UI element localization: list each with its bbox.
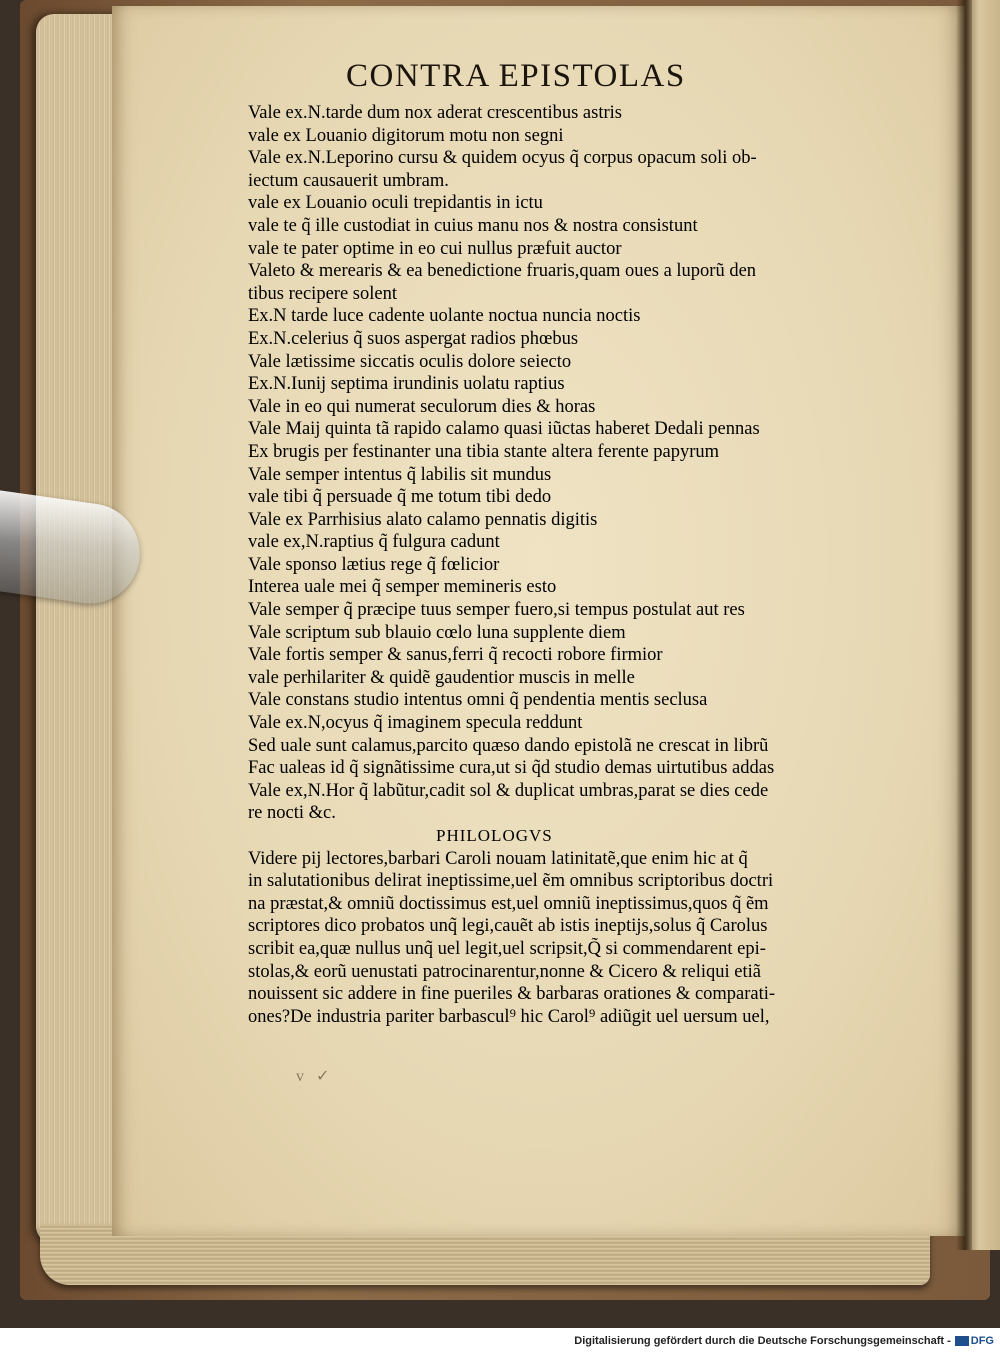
footer-bar xyxy=(0,1328,1000,1353)
text-line: Fac ualeas id q̃ signãtissime cura,ut si q̃d studio demas uirtutibus addas xyxy=(248,758,775,779)
text-line: Ex.N.Iunij septima irundinis uolatu raptius xyxy=(248,374,565,395)
page-heading: CONTRA EPISTOLAS xyxy=(346,58,686,94)
text-line: iectum causauerit umbram. xyxy=(248,170,449,191)
text-line: scriptores dico probatos unq̃ legi,cauẽt ab istis ineptijs,solus q̃ Carolus xyxy=(248,916,768,937)
text-line: Vale Maij quinta tã rapido calamo quasi iũctas haberet Dedali pennas xyxy=(248,419,760,440)
text-line: Ex brugis per festinanter una tibia stante altera ferente papyrum xyxy=(248,441,720,462)
text-line: vale perhilariter & quidẽ gaudentior muscis in melle xyxy=(248,667,635,688)
text-line: Ex.N.celerius q̃ suos aspergat radios phœbus xyxy=(248,328,579,349)
text-line: Vale fortis semper & sanus,ferri q̃ recocti robore firmior xyxy=(248,645,663,666)
text-line: Vale ex.N.Leporino cursu & quidem ocyus q̃ corpus opacum soli ob- xyxy=(248,148,757,169)
text-line: Vale ex Parrhisius alato calamo pennatis digitis xyxy=(248,509,598,530)
text-line: vale tibi q̃ persuade q̃ me totum tibi dedo xyxy=(248,487,552,508)
text-line: ones?De industria pariter barbascul⁹ hic Carol⁹ adiũgit uel uersum uel, xyxy=(248,1006,770,1027)
text-line: PHILOLOGVS xyxy=(436,826,553,845)
text-lines xyxy=(248,102,908,1028)
text-line: re nocti &c. xyxy=(248,803,336,824)
text-line: vale ex Louanio oculi trepidantis in ictu xyxy=(248,193,543,214)
text-line: Ex.N tarde luce cadente uolante noctua nuncia noctis xyxy=(248,306,641,327)
text-line: Interea uale mei q̃ semper memineris esto xyxy=(248,577,557,598)
dfg-logo xyxy=(955,1335,994,1347)
text-line: Vale in eo qui numerat seculorum dies & horas xyxy=(248,396,596,417)
text-line: Vale scriptum sub blauio cœlo luna supplente diem xyxy=(248,622,626,643)
text-line: vale ex Louanio digitorum motu non segni xyxy=(248,125,564,146)
signature-mark: v ✓ xyxy=(296,1068,334,1085)
text-line: scribit ea,quæ nullus unq̃ uel legit,uel scripsit,Q̃ si commendarent epi- xyxy=(248,938,766,959)
text-line: tibus recipere solent xyxy=(248,283,397,304)
dfg-logo-icon xyxy=(955,1336,969,1346)
text-line: Vale ex.N.tarde dum nox aderat crescentibus astris xyxy=(248,103,622,123)
text-line: vale ex,N.raptius q̃ fulgura cadunt xyxy=(248,532,500,553)
text-line: Vale constans studio intentus omni q̃ pendentia mentis seclusa xyxy=(248,690,708,711)
text-line: Vale semper intentus q̃ labilis sit mundus xyxy=(248,464,552,485)
page-gutter xyxy=(956,0,972,1250)
text-line: Vale lætissime siccatis oculis dolore seiecto xyxy=(248,351,572,372)
footer-credit: Digitalisierung gefördert durch die Deutsche Forschungsgemeinschaft - xyxy=(574,1334,951,1347)
text-line: vale te pater optime in eo cui nullus præfuit auctor xyxy=(248,238,622,259)
text-line: Sed uale sunt calamus,parcito quæso dando epistolã ne crescat in librũ xyxy=(248,735,769,756)
text-line: Vale ex.N,ocyus q̃ imaginem specula reddunt xyxy=(248,713,583,734)
text-line: in salutationibus delirat ineptissime,uel ẽm omnibus scriptoribus doctri xyxy=(248,871,774,892)
text-line: Videre pij lectores,barbari Caroli nouam latinitatẽ,que enim hic at q̃ xyxy=(248,848,748,869)
dfg-logo-label: DFG xyxy=(970,1334,994,1347)
text-line: Vale sponso lætius rege q̃ fœlicior xyxy=(248,554,500,575)
text-line: Vale semper q̃ præcipe tuus semper fuero,si tempus postulat aut res xyxy=(248,600,745,621)
text-line: Valeto & merearis & ea benedictione fruaris,quam oues a luporũ den xyxy=(248,261,757,282)
text-line: Vale ex,N.Hor q̃ labũtur,cadit sol & duplicat umbras,parat se dies cede xyxy=(248,780,769,801)
text-line: vale te q̃ ille custodiat in cuius manu nos & nostra consistunt xyxy=(248,215,698,236)
text-line: nouissent sic addere in fine pueriles & barbaras orationes & comparati- xyxy=(248,984,776,1005)
text-line: na præstat,& omniũ doctissimus est,uel omniũ ineptissimus,quos q̃ ẽm xyxy=(248,893,769,914)
text-line: stolas,& eorũ uenustati patrocinarentur,nonne & Cicero & reliqui etiã xyxy=(248,961,761,982)
